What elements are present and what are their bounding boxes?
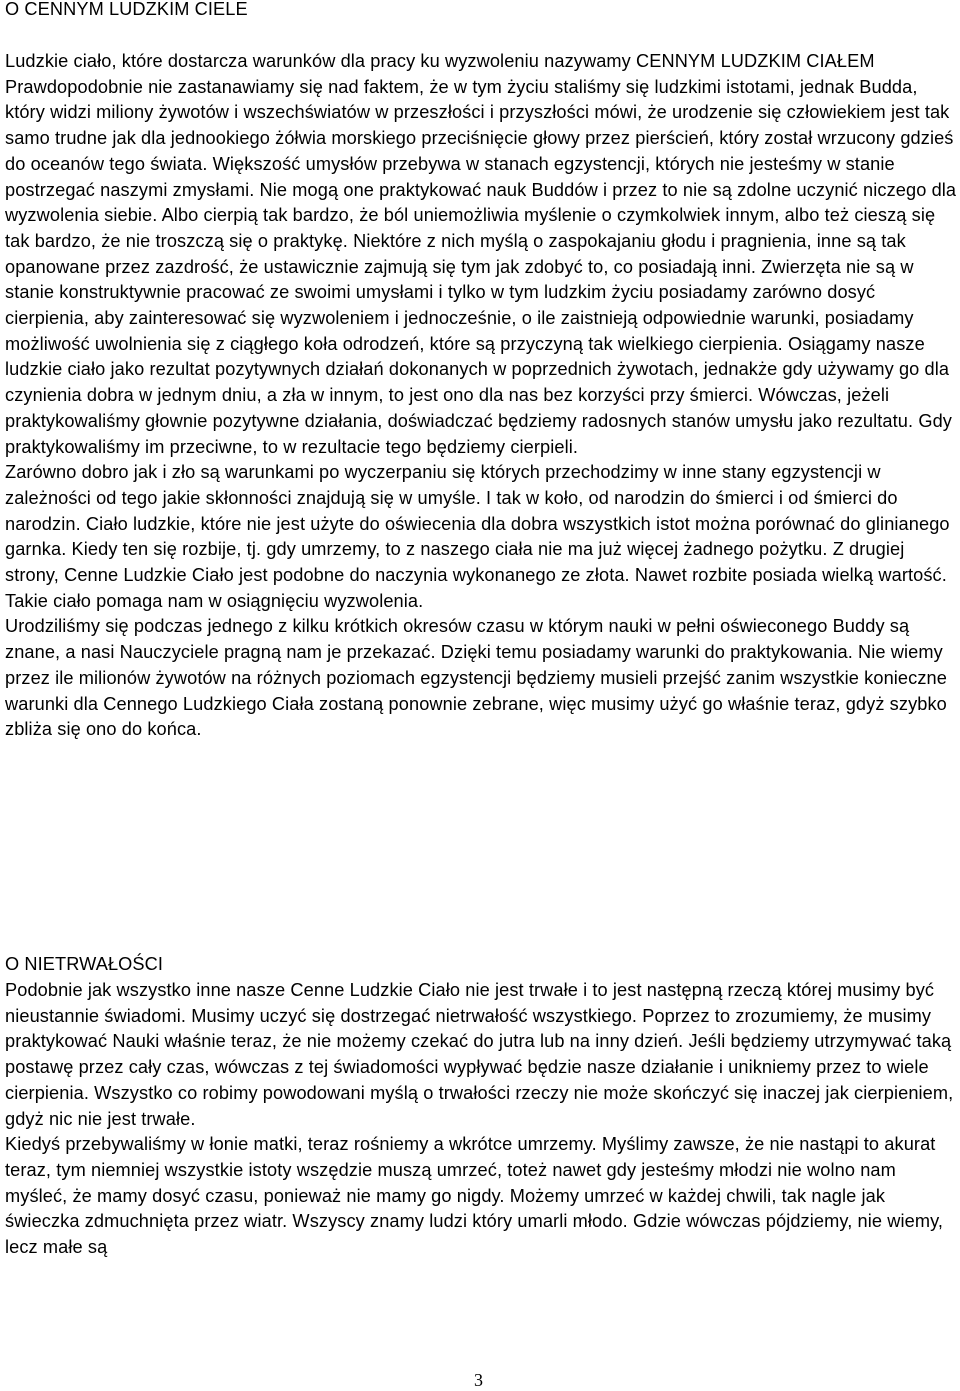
section-body-precious-human-body [5,49,958,743]
paragraph: Podobnie jak wszystko inne nasze Cenne Ludzkie Ciało nie jest trwałe i to jest następną rzeczą której musimy być nieustannie świadomi. Musimy uczyć się dostrzegać nietrwałość wszystkiego. Poprzez to zrozumiemy, że musimy praktykować Nauki właśnie teraz, że nie możemy czekać do jutra lub na inny dzień. Jeśli będziemy utrzymywać taką postawę przez cały czas, wówczas z tej świadomości wypływać będzie nasze działanie i unikniemy przez to wiele cierpienia. Wszystko co robimy powodowani myślą o trwałości rzeczy nie może skończyć się inaczej jak cierpieniem, gdyż nic nie jest trwałe. [5,980,954,1129]
paragraph: Zarówno dobro jak i zło są warunkami po wyczerpaniu się których przechodzimy w inne stany egzystencji w zależności od tego jakie skłonności znajdują się w umyśle. I tak w koło, od narodzin do śmierci i od śmierci do narodzin. Ciało ludzkie, które nie jest użyte do oświecenia dla dobra wszystkich istot można porównać do glinianego garnka. Kiedy ten się rozbije, tj. gdy umrzemy, to z naszego ciała nie ma już więcej żadnego pożytku. Z drugiej strony, Cenne Ludzkie Ciało jest podobne do naczynia wykonanego ze złota. Nawet rozbite posiada wielką wartość. Takie ciało pomaga nam w osiągnięciu wyzwolenia. [5,462,950,611]
page-number: 3 [474,1370,483,1390]
paragraph: Urodziliśmy się podczas jednego z kilku krótkich okresów czasu w którym nauki w pełni oświeconego Buddy są znane, a nasi Nauczyciele pragną nam je przekazać. Dzięki temu posiadamy warunki do praktykowania. Nie wiemy przez ile milionów żywotów na różnych poziomach egzystencji będziemy musieli przejść zanim wszystkie konieczne warunki dla Cennego Ludzkiego Ciała zostaną ponownie zebrane, więc musimy użyć go właśnie teraz, gdyż szybko zbliża się ono do końca. [5,616,947,740]
paragraph: Kiedyś przebywaliśmy w łonie matki, teraz rośniemy a wkrótce umrzemy. Myślimy zawsze, że nie nastąpi to akurat teraz, tym niemniej wszystkie istoty wszędzie muszą umrzeć, toteż nawet gdy jesteśmy młodzi nie wolno nam myśleć, że mamy dosyć czasu, ponieważ nie mamy go nigdy. Możemy umrzeć w każdej chwili, tak nagle jak świeczka zdmuchnięta przez wiatr. Wszyscy znamy ludzi który umarli młodo. Gdzie wówczas pójdziemy, nie wiemy, lecz małe są [5,1134,944,1258]
section-heading-precious-human-body: O CENNYM LUDZKIM CIELE [5,0,248,19]
section-body-impermanence [5,978,958,1261]
paragraph: Prawdopodobnie nie zastanawiamy się nad faktem, że w tym życiu staliśmy się ludzkimi istotami, jednak Budda, który widzi miliony żywotów i wszechświatów w przeszłości i przyszłości mówi, że urodzenie się człowiekiem jest tak samo trudne jak dla jednookiego żółwia morskiego przeciśnięcie głowy przez pierścień, który został wrzucony gdzieś do oceanów tego świata. Większość umysłów przebywa w stanach egzystencji, których nie jesteśmy w stanie postrzegać naszymi zmysłami. Nie mogą one praktykować nauk Buddów i przez to nie są zdolne uczynić niczego dla wyzwolenia siebie. Albo cierpią tak bardzo, że ból uniemożliwia myślenie o czymkolwiek innym, albo też cieszą się tak bardzo, że nie troszczą się o praktykę. Niektóre z nich myślą o zaspokajaniu głodu i pragnienia, inne są tak opanowane przez zazdrość, że ustawicznie zajmują się tym jak zdobyć to, co posiadają inni. Zwierzęta nie są w stanie konstruktywnie pracować ze swoimi umysłami i tylko w tym ludzkim życiu posiadamy zarówno dosyć cierpienia, aby zainteresować się wyzwoleniem i jednocześnie, o ile zaistnieją odpowiednie warunki, posiadamy możliwość uwolnienia się z ciągłego koła odrodzeń, które są przyczyną tak wielkiego cierpienia. Osiągamy nasze ludzkie ciało jako rezultat pozytywnych działań dokonanych w poprzednich żywotach, jednakże gdy używamy go dla czynienia dobra w jednym dniu, a zła w innym, to jest ono dla nas bez korzyści przy śmierci. Wówczas, jeżeli praktykowaliśmy głownie pozytywne działania, doświadczać będziemy radosnych stanów umysłu jako rezultatu. Gdy praktykowaliśmy im przeciwne, to w rezultacie tego będziemy cierpieli. [5,76,957,457]
section-heading-impermanence: O NIETRWAŁOŚCI [5,954,164,974]
paragraph: Ludzkie ciało, które dostarcza warunków dla pracy ku wyzwoleniu nazywamy CENNYM LUDZKIM CIAŁEM [5,51,875,71]
